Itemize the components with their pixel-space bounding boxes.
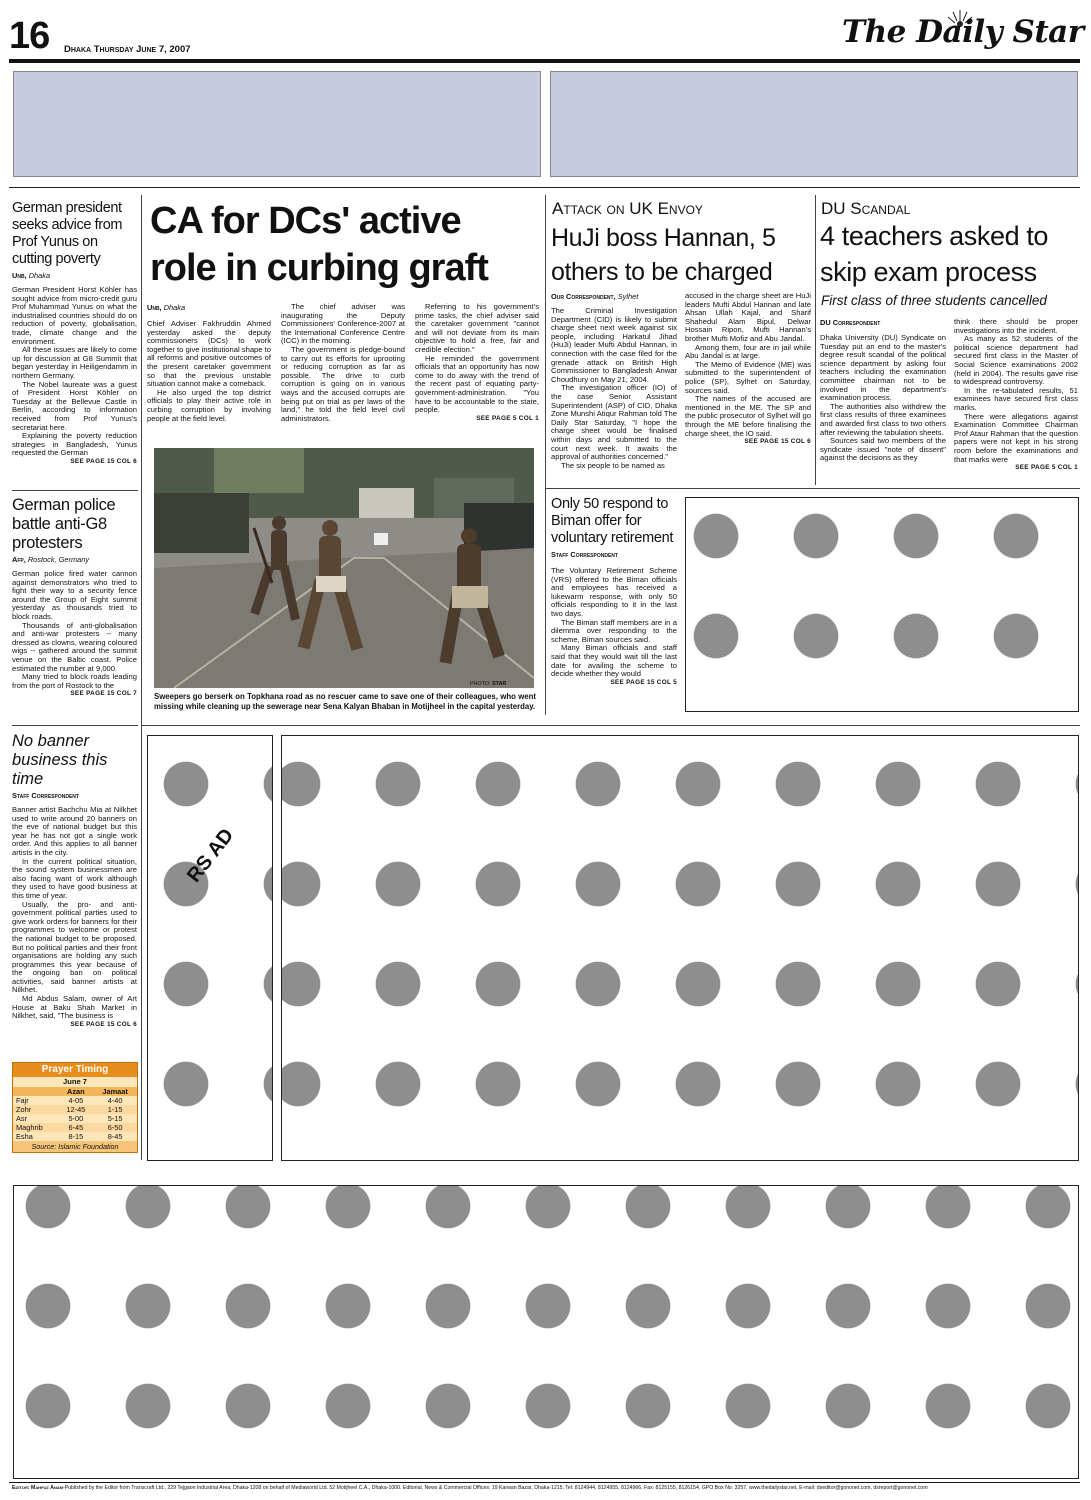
du-col-1 — [820, 318, 946, 463]
ad-space-bottom — [13, 1185, 1079, 1479]
top-ad-left — [13, 71, 541, 177]
prayer-date: June 7 — [62, 1077, 88, 1086]
biman-headline: Only 50 respond to Biman offer for voluntary retirement — [551, 496, 674, 546]
prayer-row — [13, 1123, 137, 1132]
newspaper-logo — [840, 8, 1084, 56]
g8-jump[interactable]: SEE PAGE 15 COL 7 — [70, 690, 137, 698]
lead-byline — [147, 303, 271, 312]
byline-agency: Unb, — [147, 303, 162, 312]
photo-scene — [154, 448, 534, 688]
byline-place: Rostock, Germany — [27, 555, 90, 564]
biman-body: The Voluntary Retirement Scheme (VRS) offered to the Biman officials and employees has received a lukewarm response, with only 50 officials responding to it in the last two days. The Biman staff members are in a dilemma over responding to the scheme, Biman sources said. Many Biman officials and staff said that they would wait till the last date for availing the scheme to decide whether they would — [551, 566, 677, 679]
du-jump[interactable]: SEE PAGE 5 COL 1 — [1015, 464, 1078, 472]
footer-imprint — [12, 1485, 1082, 1491]
newspaper-name: The Daily Star — [842, 14, 1084, 50]
prayer-name: Zohr — [16, 1105, 32, 1114]
credit-label: PHOTO: — [470, 681, 491, 687]
g8-byline — [12, 555, 137, 564]
lower-section-rule — [142, 725, 1080, 726]
left-column — [12, 200, 137, 465]
yunus-story — [12, 200, 137, 465]
prayer-azan: 4-05 — [68, 1096, 84, 1105]
lead-col-1 — [147, 303, 271, 423]
left-col-rule — [141, 195, 142, 1160]
lead-headline: CA for DCs' active role in curbing graft — [150, 200, 488, 289]
banner-byline: Staff Correspondent — [12, 791, 79, 800]
hannan-body-1: The Criminal Investigation Department (CID) is likely to submit charge sheet next week against six people, including Harkatul Jihad (HuJi) leader Mufti Abdul Hannan, in connection with the case filed for the grenade attack on British High Commissioner to Bangladesh Anwar Choudhury on May 21, 2004. The investigation officer (IO) of the case Senior Assistant Superintendent (ASP) of CID, Dhaka Zone Munshi Atiqur Rahman told The Daily Star Saturday, "I hope the charge sheet would be finalised within days and submitted to the court next week. It awaits the approval of authorities concerned." The six people to be named as — [551, 306, 677, 470]
hannan-col-1 — [551, 292, 677, 470]
jamaat-header: Jamaat — [102, 1087, 128, 1096]
du-headline: 4 teachers asked to skip exam process — [820, 221, 1049, 287]
photo-credit — [470, 681, 506, 687]
du-body-1: Dhaka University (DU) Syndicate on Tuesday put an end to the master's degree result scandal of the political science department by asking four teachers including the examination committee chairman not to be involved in the department's examination process. The authorities also withdrew the first class results of three examinees and awarded first class to two others after reviewing the tabulation sheets. Sources said two members of the syndicate issued "note of dissent" against the decisions as they — [820, 333, 946, 463]
banner-body: Banner artist Bachchu Mia at Nilkhet used to write around 20 banners on the eve of national budget but this year he has not got a single work order. And this applies to all banner artists in the city. In the current political situation, the sound system businessmen are also facing want of work although they used to have good business at this time of year. Usually, the pro- and anti-government political parties used to give work orders for banners for their programmes to welcome or protest the national budget to be proposed. But no political parties and their front organisations are holding any such programmes this year because of the ongoing ban on political activities, said banner artists at Nilkhet. Md Abdus Salam, owner of Art House at Baku Shah Market in Nilkhet, said, "The business is — [12, 805, 137, 1021]
prayer-jamaat: 6-50 — [107, 1123, 123, 1132]
footer-imprint-text: -Published by the Editor from Transcraft Ltd., 229 Tejgaon Industrial Area, Dhaka-1208 on behalf of Mediaworld Ltd. 52 Motijheel C.A., Dhaka-1000. Editorial, News & Commercial Offices: 19 Karwan Bazar, Dhaka-1215. Tel: 8124944, 8124955, 8124966. Fax: 8125155, 8126154, GPO Box No: 3257, www.thedailystar.net, E-mail: dseditor@gononet.com, dsreport@gononet.com — [62, 1485, 928, 1491]
byline-agency: Afp, — [12, 555, 26, 564]
lead-col-rule — [545, 195, 546, 715]
byline-place: Dhaka — [163, 303, 186, 312]
rs-ad-label: RS AD — [183, 824, 239, 887]
yunus-headline: German president seeks advice from Prof Yunus on cutting poverty — [12, 200, 123, 267]
du-subhead: First class of three students cancelled — [821, 293, 1047, 308]
lead-col-2: The chief adviser was inaugurating the Deputy Commissioners' Conference-2007 at the International Conference Centre (ICC) in the morning. The government is pledge-bound to carry out its efforts for uprooting or reducing corruption as far as possible. The drive to curb corruption is going on in various ways and the accused corrupts are being put on trial as per laws of the land," he told the field level civil administrators. — [281, 302, 405, 423]
byline-name: Our Correspondent, — [551, 292, 616, 301]
yunus-body: German President Horst Köhler has sought advice from micro-credit guru Prof Muhammad Yunus on what the industrialised countries should do on reduction of poverty, globalisation, trade, climate change and the environment. All these issues are likely to come up for discussion at G8 Summit that began yesterday in Heiligendamm in northern Germany. The Nobel laureate was a guest of President Horst Köhler on Tuesday at the Bellevue Castle in Berlin, according to information received from Prof Yunus's secretariat here. Explaining the poverty reduction strategies in Bangladesh, Yunus requested the German — [12, 285, 137, 458]
hannan-body-2: accused in the charge sheet are HuJi leaders Mufti Abdul Hannan and late Ahsan Ullah Kajal, and Sharif Shahedul Alam Bipul, Delwar Hossain Ripon, Mufti Hannan's brother Mufti Mofiz and Abu Jandal. Among them, four are in jail while Abu Jandal is at large. The Memo of Evidence (ME) was submitted to the superintendent of police (SP), Sylhet on Saturday, sources said. The names of the accused are mentioned in the ME. The SP and the public prosecutor of Sylhet will go through the ME before finalising the charge sheet, the IO said. — [685, 291, 811, 438]
prayer-title: Prayer Timing — [13, 1063, 137, 1077]
g8-body: German police fired water cannon against demonstrators who tried to fight their way to a security fence around the Group of Eight summit yesterday as thousands tried to block roads. Thousands of anti-globalisation and anti-war protesters -- many dressed as clowns, wearing coloured wigs -- gathered around the summit venue on the Baltic coast. Police estimated the number at 9,000. Many tried to block roads leading from the port of Rostock to the — [12, 569, 137, 690]
hannan-kicker: Attack on UK Envoy — [552, 199, 703, 218]
prayer-azan: 5-00 — [68, 1114, 84, 1123]
lead-body-1: Chief Adviser Fakhruddin Ahmed yesterday asked the deputy commissioners (DCs) to work together to give institutional shape to all reforms and positive outcomes of the present caretaker government so that the previous unstable situation cannot make a comeback. He also urged the top district officials to play their active role in curbing corruption by involving people at the field level. — [147, 319, 271, 423]
prayer-name: Fajr — [16, 1096, 29, 1105]
prayer-row — [13, 1096, 137, 1105]
azan-header: Azan — [67, 1087, 85, 1096]
prayer-table — [13, 1087, 137, 1141]
masthead-rule — [9, 59, 1080, 63]
g8-story — [12, 496, 137, 697]
ad-space-center — [281, 735, 1079, 1161]
du-col-rule — [815, 195, 816, 485]
banner-headline: No banner business this time — [12, 732, 108, 788]
footer-editor: Editor: Mahfuz Anam — [12, 1485, 63, 1491]
hannan-byline — [551, 292, 677, 301]
yunus-jump[interactable]: SEE PAGE 15 COL 6 — [70, 457, 137, 465]
left-divider-2 — [12, 725, 138, 726]
prayer-jamaat: 4-40 — [107, 1096, 123, 1105]
prayer-name: Asr — [16, 1114, 28, 1123]
prayer-jamaat: 1-15 — [107, 1105, 123, 1114]
banner-jump[interactable]: SEE PAGE 15 COL 6 — [70, 1020, 137, 1028]
byline-place: Dhaka — [28, 271, 51, 280]
top-ad-rule — [9, 187, 1080, 188]
banner-story — [12, 732, 137, 1028]
biman-byline: Staff Correspondent — [551, 550, 618, 559]
du-kicker: DU Scandal — [821, 199, 911, 218]
prayer-row — [13, 1132, 137, 1141]
hannan-jump[interactable]: SEE PAGE 15 COL 6 — [744, 438, 811, 446]
lead-body-3: Referring to his government's prime tasks, the chief adviser said the caretaker government "cannot and will not deviate from its main objective to hold a free, fair and credible election." He reminded the government officials that an opportunity has now come to do away with the trend of the recent past of equating party-government-administration. "You have to be accountable to the state, people. — [415, 302, 539, 415]
prayer-name: Maghrib — [16, 1123, 43, 1132]
prayer-azan: 12-45 — [66, 1105, 86, 1114]
lead-jump[interactable]: SEE PAGE 5 COL 1 — [476, 414, 539, 422]
g8-headline: German police battle anti-G8 protesters — [12, 496, 116, 552]
top-ad-right — [550, 71, 1078, 177]
prayer-name: Esha — [16, 1132, 33, 1141]
credit-name: STAR — [492, 681, 507, 687]
du-byline: DU Correspondent — [820, 318, 881, 327]
biman-jump[interactable]: SEE PAGE 15 COL 5 — [610, 678, 677, 686]
hannan-headline: HuJi boss Hannan, 5 others to be charged — [551, 224, 776, 286]
prayer-azan: 8-15 — [68, 1132, 84, 1141]
footer-rule — [9, 1482, 1080, 1483]
page-number: 16 — [9, 15, 50, 57]
hannan-col-2 — [685, 292, 811, 445]
prayer-jamaat: 8-45 — [107, 1132, 123, 1141]
news-photo — [154, 448, 534, 688]
prayer-jamaat: 5-15 — [107, 1114, 123, 1123]
ad-space-rs — [147, 735, 273, 1161]
du-body-2: think there should be proper investigations into the incident. As many as 52 students of the political science department had secured first class in the Master of Social Science examinations 2002 (held in 2004). The results gave rise to widespread controversy. In the re-tabulated results, 51 examinees have secured first class marks. There were allegations against Examination Committee Chairman Prof Ataur Rahman that the question papers were not kept in his strong room before the examinations and that marks were — [954, 317, 1078, 464]
byline-agency: Unb, — [12, 271, 27, 280]
prayer-row — [13, 1105, 137, 1114]
prayer-azan: 6-45 — [68, 1123, 84, 1132]
ad-space-right — [685, 497, 1079, 712]
byline-place: Sylhet — [617, 292, 639, 301]
yunus-byline — [12, 271, 137, 280]
mid-right-rule — [546, 488, 1080, 489]
lead-col-3 — [415, 303, 539, 422]
prayer-timing-box — [12, 1062, 138, 1153]
biman-story — [551, 496, 677, 686]
dateline: Dhaka Thursday June 7, 2007 — [64, 44, 191, 55]
photo-caption: Sweepers go berserk on Topkhana road as no rescuer came to save one of their colleagues, who went missing while cleaning up the sewerage near Sena Kalyan Bhaban in Motijheel in the capital yesterday. — [154, 692, 536, 711]
prayer-row — [13, 1114, 137, 1123]
left-divider-1 — [12, 490, 138, 491]
prayer-source: Source: Islamic Foundation — [13, 1141, 137, 1152]
du-col-2 — [954, 318, 1078, 471]
